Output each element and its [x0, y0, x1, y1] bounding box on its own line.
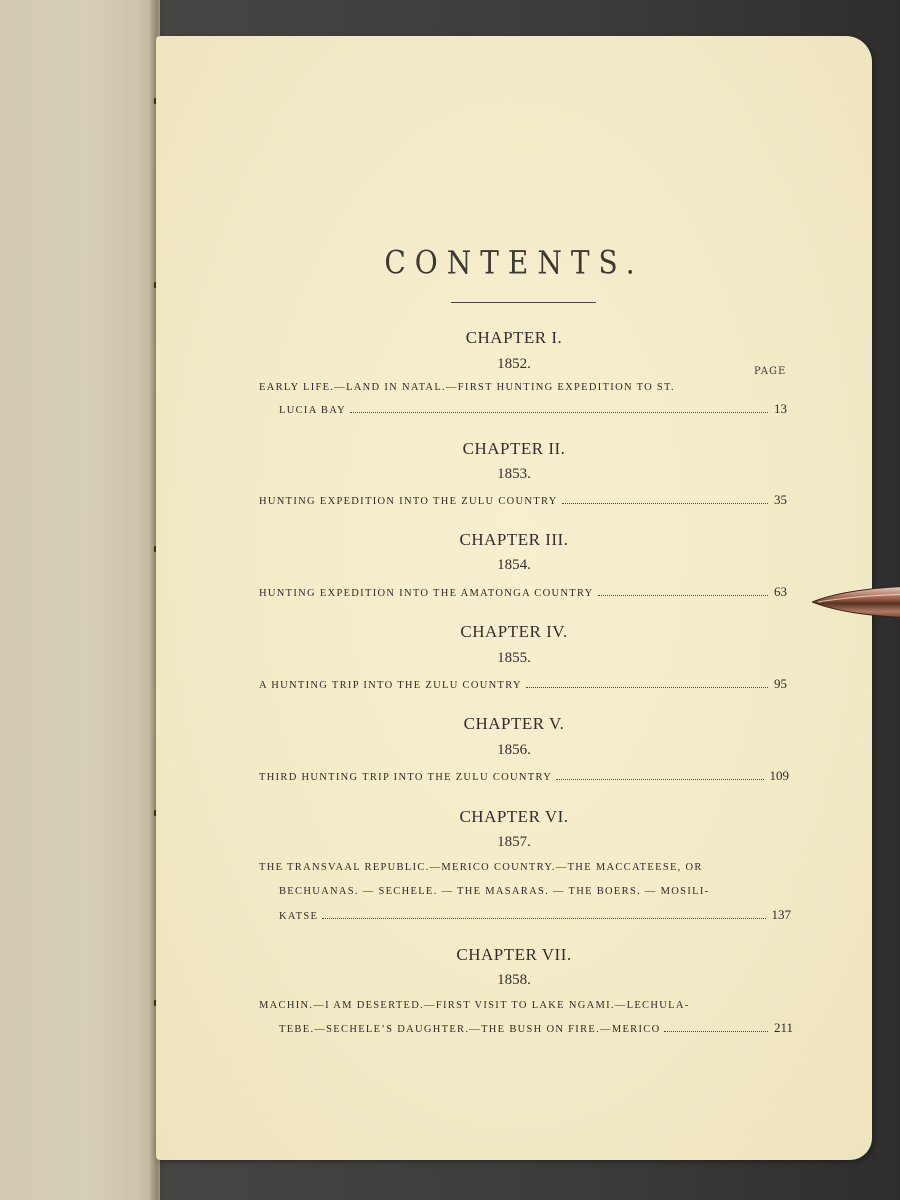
title-rule	[451, 302, 596, 303]
entry-text: HUNTING EXPEDITION INTO THE AMATONGA COUNTRY	[259, 588, 594, 599]
page-number: 211	[773, 1020, 793, 1035]
chapter-year: 1853.	[497, 466, 531, 482]
entry-text: LUCIA BAY	[279, 405, 347, 416]
page-title: CONTENTS.	[384, 243, 644, 282]
chapter-heading: CHAPTER I.	[465, 328, 563, 347]
chapter-heading: CHAPTER VII.	[456, 945, 572, 964]
entry-line	[259, 584, 787, 600]
entry-line	[259, 1000, 759, 1011]
entry-line	[259, 492, 787, 508]
entry-text: BECHUANAS. — SECHELE. — THE MASARAS. — THE BOERS. — MOSILI-	[279, 886, 710, 897]
page-number: 109	[769, 768, 789, 783]
entry-line	[259, 382, 757, 393]
chapter-year: 1852.	[497, 356, 531, 372]
entry-line	[279, 886, 759, 897]
dot-leader	[350, 412, 768, 413]
chapter-year: 1857.	[497, 834, 531, 850]
entry-line	[259, 768, 789, 784]
entry-text: A HUNTING TRIP INTO THE ZULU COUNTRY	[259, 680, 522, 691]
entry-text: KATSE	[279, 911, 319, 922]
chapter-heading: CHAPTER V.	[463, 714, 565, 733]
contents-page	[156, 36, 872, 1160]
chapter-year: 1854.	[497, 557, 531, 573]
chapter-year: 1855.	[497, 650, 531, 666]
entry-text: THE TRANSVAAL REPUBLIC.—MERICO COUNTRY.—THE MACCATEESE, OR	[259, 862, 703, 873]
dot-leader	[598, 595, 768, 596]
entry-text: THIRD HUNTING TRIP INTO THE ZULU COUNTRY	[259, 772, 553, 783]
entry-text: EARLY LIFE.—LAND IN NATAL.—FIRST HUNTING EXPEDITION TO ST.	[259, 382, 675, 393]
entry-text: TEBE.—SECHELE’S DAUGHTER.—THE BUSH ON FIRE.—MERICO	[279, 1024, 661, 1035]
entry-line	[259, 862, 759, 873]
page-number: 13	[774, 401, 787, 416]
entry-line	[279, 907, 791, 923]
page-number: 35	[774, 492, 787, 507]
entry-line	[279, 401, 787, 417]
chapter-year: 1856.	[497, 742, 531, 758]
chapter-heading: CHAPTER III.	[459, 530, 569, 549]
entry-text: HUNTING EXPEDITION INTO THE ZULU COUNTRY	[259, 496, 558, 507]
page-number: 63	[774, 584, 787, 599]
chapter-heading: CHAPTER II.	[462, 439, 566, 458]
chapter-year: 1858.	[497, 972, 531, 988]
dot-leader	[322, 918, 765, 919]
left-page	[0, 0, 160, 1200]
dot-leader	[664, 1031, 768, 1032]
entry-text: MACHIN.—I AM DESERTED.—FIRST VISIT TO LAKE NGAMI.—LECHULA-	[259, 1000, 690, 1011]
chapter-heading: CHAPTER VI.	[459, 807, 569, 826]
pen-tip-icon	[812, 584, 900, 620]
dot-leader	[526, 687, 768, 688]
dot-leader	[556, 779, 763, 780]
entry-line	[259, 676, 787, 692]
page-column-label: PAGE	[754, 366, 787, 377]
chapter-heading: CHAPTER IV.	[460, 622, 568, 641]
entry-line	[279, 1020, 793, 1036]
dot-leader	[562, 503, 768, 504]
page-number: 95	[774, 676, 787, 691]
page-number: 137	[771, 907, 791, 922]
